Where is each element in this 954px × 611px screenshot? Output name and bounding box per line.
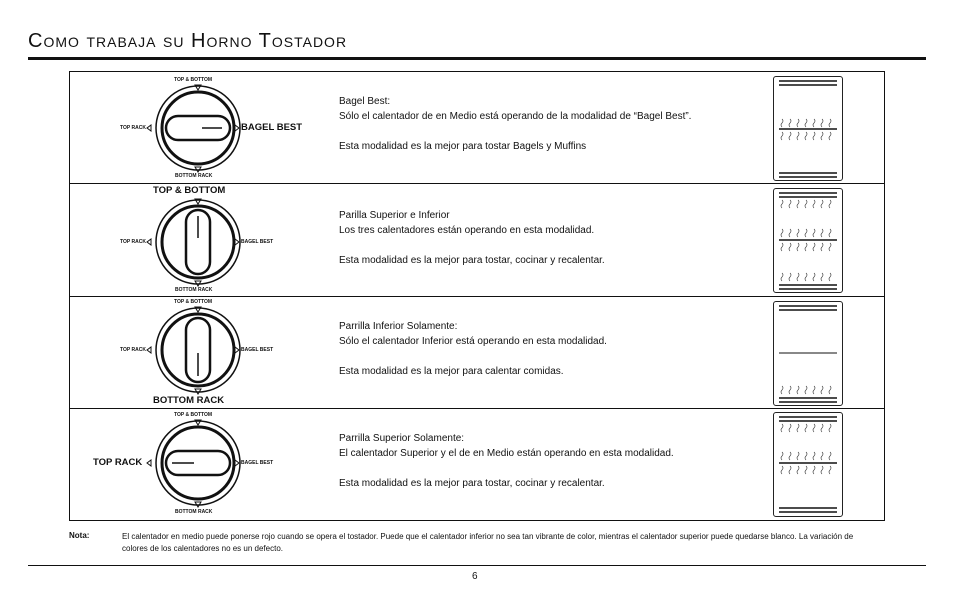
heater-diagram [774, 302, 844, 407]
mode-heading: Parrilla Superior Solamente: [339, 433, 465, 444]
oven-diagram [773, 188, 843, 293]
dial-top-bottom [110, 184, 350, 296]
dial-label-bottom-rack: BOTTOM RACK [175, 173, 213, 179]
dial-label-top-bottom: TOP & BOTTOM [174, 299, 213, 305]
mode-heading: Parrilla Inferior Solamente: [339, 321, 458, 332]
dial-bagel-best [110, 72, 350, 184]
dial-graphic [110, 184, 350, 297]
mode-row-bottom-rack [70, 297, 884, 409]
footer-rule [28, 565, 926, 566]
mode-description [339, 319, 607, 379]
dial-label-bottom-rack: BOTTOM RACK [175, 287, 213, 293]
page-title: Como trabaja su Horno Tostador [28, 30, 348, 52]
dial-graphic [110, 409, 350, 520]
dial-label-bagel-best: BAGEL BEST [241, 460, 274, 466]
mode-row-bagel-best [70, 72, 884, 184]
dial-label-top-bottom: TOP & BOTTOM [153, 185, 226, 196]
dial-label-top-rack: TOP RACK [120, 239, 146, 245]
heater-diagram [774, 189, 844, 294]
mode-line: Sólo el calentador de en Medio está operando de la modalidad de “Bagel Best”. [339, 111, 692, 122]
dial-bottom-rack [110, 297, 350, 409]
mode-description [339, 208, 605, 268]
mode-heading: Parilla Superior e Inferior [339, 210, 450, 221]
mode-description [339, 94, 691, 154]
oven-diagram [773, 76, 843, 181]
dial-graphic [110, 297, 350, 409]
mode-line: Sólo el calentador Inferior está operando en esta modalidad. [339, 336, 607, 347]
dial-label-top-bottom: TOP & BOTTOM [174, 412, 213, 418]
dial-label-bagel-best: BAGEL BEST [241, 239, 274, 245]
heater-diagram [774, 77, 844, 182]
mode-use: Esta modalidad es la mejor para calentar comidas. [339, 366, 564, 377]
dial-label-bagel-best: BAGEL BEST [241, 347, 274, 353]
mode-row-top-bottom [70, 184, 884, 297]
modes-table [69, 71, 885, 521]
dial-label-top-rack: TOP RACK [93, 457, 143, 468]
dial-top-rack [93, 409, 350, 521]
oven-diagram [773, 412, 843, 517]
dial-label-top-rack: TOP RACK [120, 125, 146, 131]
mode-row-top-rack [70, 409, 884, 520]
mode-use: Esta modalidad es la mejor para tostar, cocinar y recalentar. [339, 255, 605, 266]
dial-label-top-rack: TOP RACK [120, 347, 146, 353]
page-number: 6 [472, 571, 478, 582]
note-label: Nota: [69, 531, 90, 540]
dial-label-bagel-best: BAGEL BEST [241, 122, 303, 133]
mode-line: El calentador Superior y el de en Medio están operando en esta modalidad. [339, 448, 674, 459]
mode-heading: Bagel Best: [339, 96, 391, 107]
dial-graphic [110, 72, 350, 184]
title-rule [28, 57, 926, 60]
mode-use: Esta modalidad es la mejor para tostar, cocinar y recalentar. [339, 478, 605, 489]
dial-label-top-bottom: TOP & BOTTOM [174, 77, 213, 83]
dial-label-bottom-rack: BOTTOM RACK [153, 395, 225, 406]
mode-use: Esta modalidad es la mejor para tostar Bagels y Muffins [339, 141, 587, 152]
mode-description [339, 431, 674, 491]
note-text: El calentador en medio puede ponerse rojo cuando se opera el tostador. Puede que el calentador inferior no sea tan vibrante de color, mientras el calentador superior puede quedarse blanco. La variación de colores de los calentadores no es un defecto. [122, 532, 854, 553]
heater-diagram [774, 413, 844, 518]
dial-label-bottom-rack: BOTTOM RACK [175, 509, 213, 515]
mode-line: Los tres calentadores están operando en esta modalidad. [339, 225, 595, 236]
oven-diagram [773, 301, 843, 406]
